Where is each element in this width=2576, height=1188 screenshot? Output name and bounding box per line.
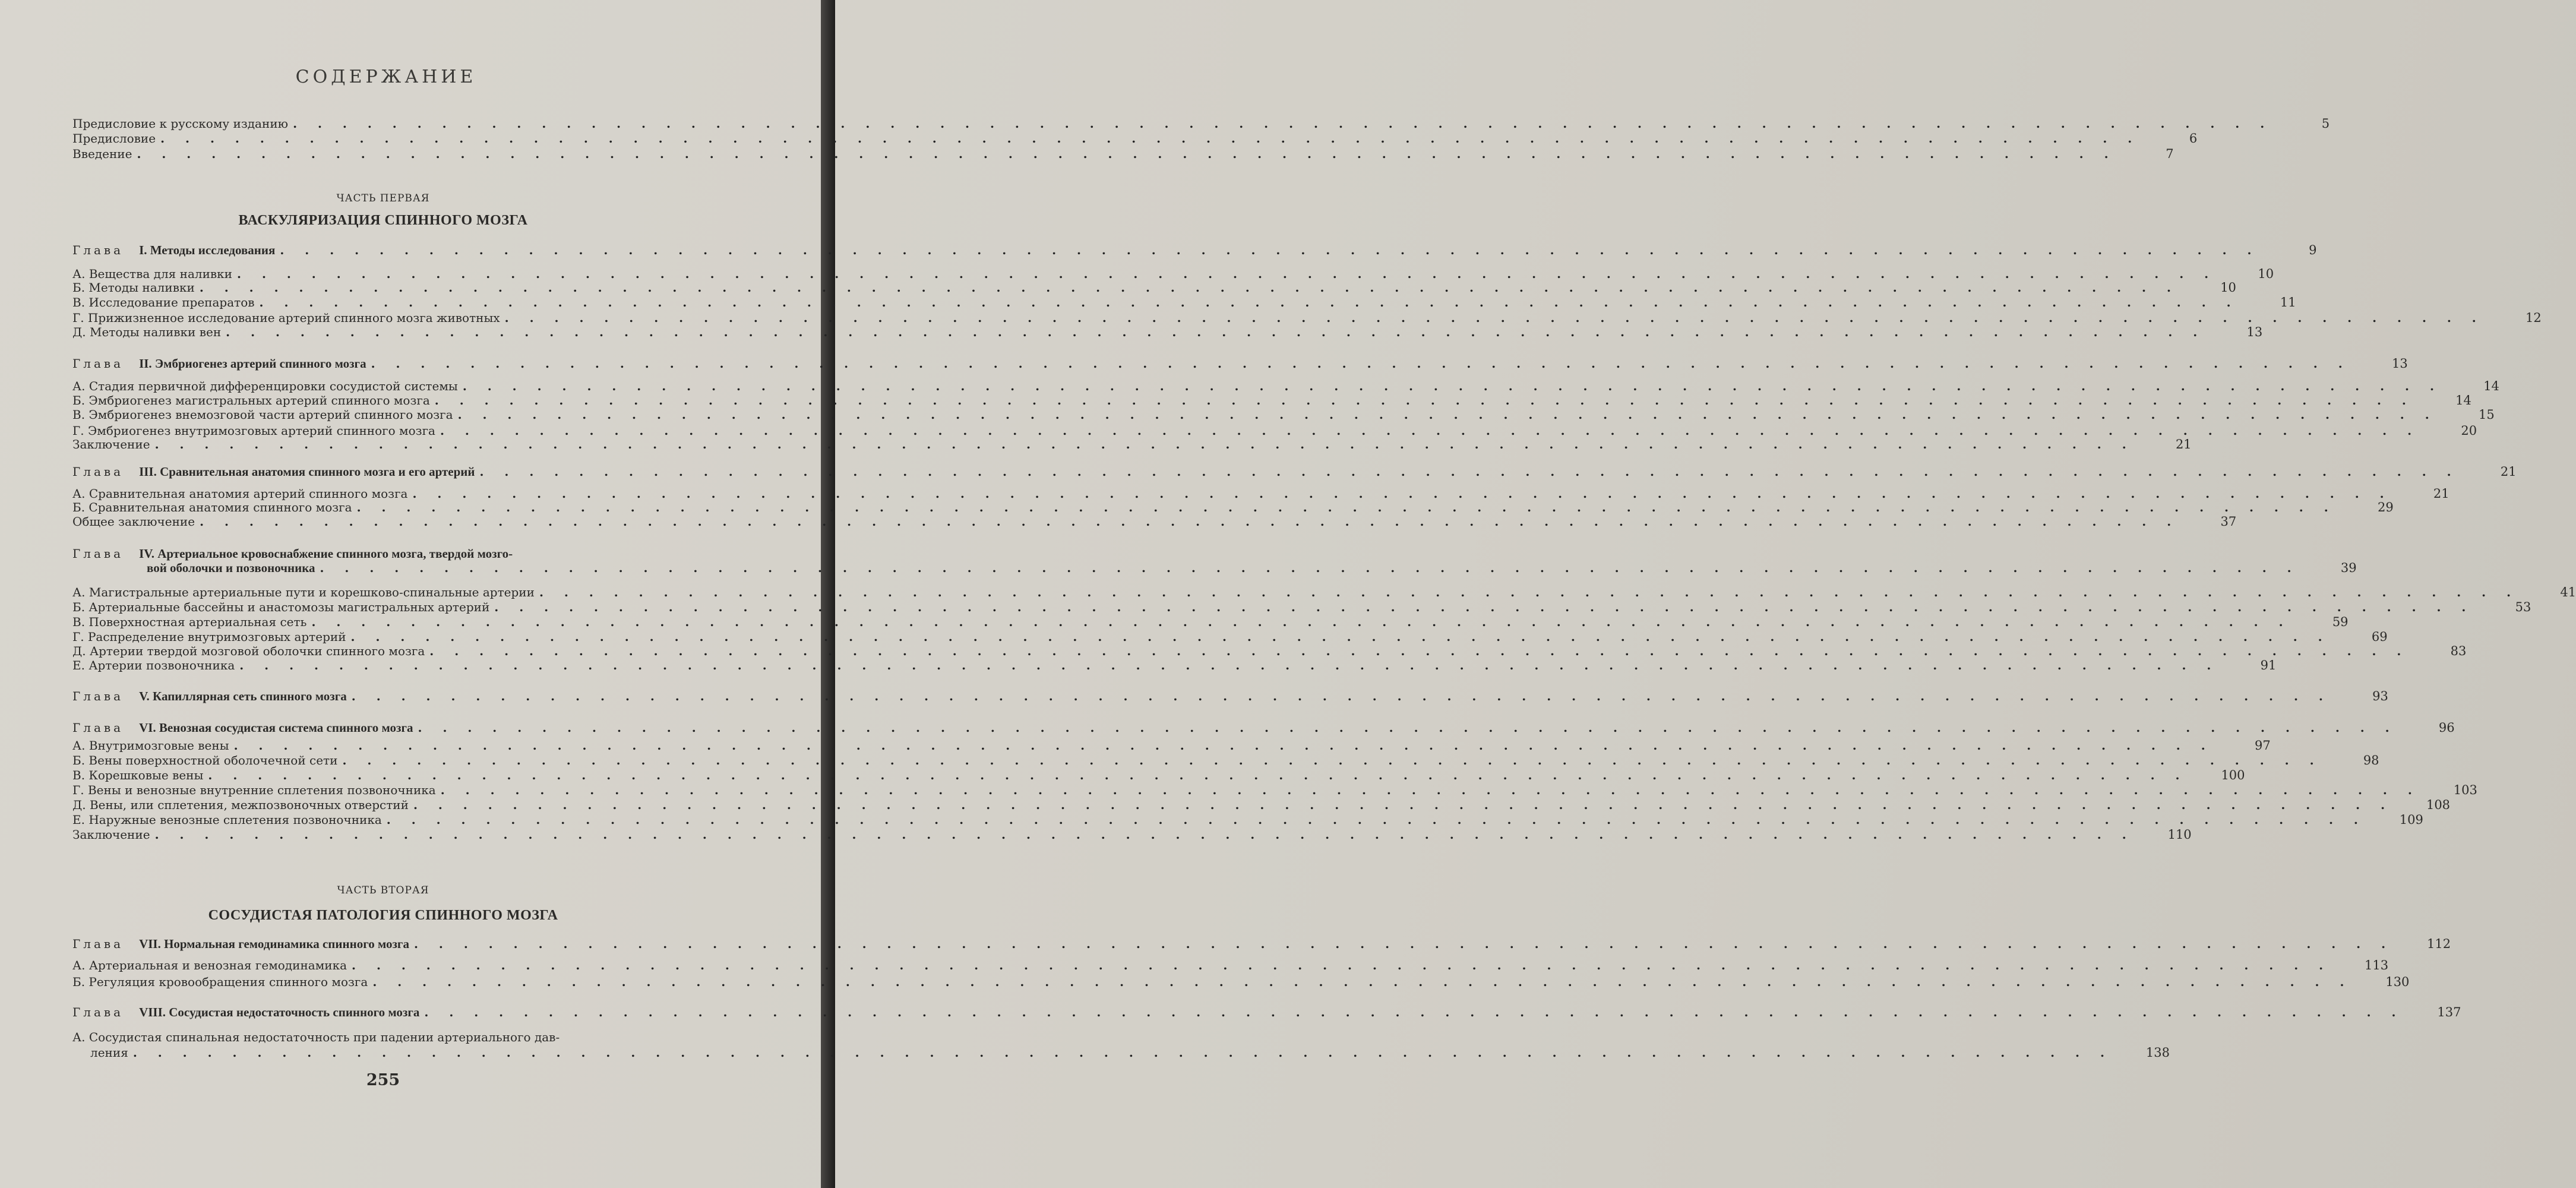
toc-entry [72,1045,2170,1060]
toc-entry [72,325,2263,339]
toc-entry [72,514,2237,529]
chapter-title: II. Эмбриогенез артерий спинного мозга [139,356,366,371]
page-ref: 113 [2365,958,2389,972]
entry-label: Д. Методы наливки вен [72,325,222,339]
dot-leader: . . . . . . . . . . . . . . . . . . . . . . . . . . . . . . . . . . . . . . . . . . . . . . . . . . . . . . . . . . . . . . . . . . . . . . . . . . . . . . . . [352,958,2332,972]
dot-leader: . . . . . . . . . . . . . . . . . . . . . . . . . . . . . . . . . . . . . . . . . . . . . . . . . . . . . . . . . . . . . . . . . . . . . . . . . . . . . . . . [320,561,2300,575]
page-ref: 6 [2189,131,2198,146]
chapter-heading [72,465,2517,479]
chapter-word: Глава [72,689,124,703]
chapter-word: Глава [72,243,124,257]
dot-leader: . . . . . . . . . . . . . . . . . . . . . . . . . . . . . . . . . . . . . . . . . . . . . . . . . . . . . . . . . . . . . . . . . . . . . . . . . . . . . . . . [429,644,2410,658]
toc-entry [72,827,2192,842]
chapter-heading [72,243,2317,257]
page-ref: 7 [2166,147,2174,161]
dot-leader: . . . . . . . . . . . . . . . . . . . . . . . . . . . . . . . . . . . . . . . . . . . . . . . . . . . . . . . . . . . . . . . . . . . . . . . . . . . . . . . . [351,689,2331,703]
entry-label: Введение [72,147,132,161]
chapter-heading [72,546,715,561]
dot-leader: . . . . . . . . . . . . . . . . . . . . . . . . . . . . . . . . . . . . . . . . . . . . . . . . . . . . . . . . . . . . . . . . . . . . . . . . . . . . . . . . [457,407,2438,422]
chapter-heading [72,937,2451,951]
toc-entry [72,424,2477,438]
entry-label: А. Магистральные артериальные пути и корешково-спинальные артерии [72,585,535,599]
entry-label: А. Вещества для наливки [72,267,233,281]
dot-leader: . . . . . . . . . . . . . . . . . . . . . . . . . . . . . . . . . . . . . . . . . . . . . . . . . . . . . . . . . . . . . . . . . . . . . . . . . . . . . . . . [342,753,2322,767]
toc-entry [72,585,2576,599]
page-ref: 39 [2340,561,2357,575]
entry-label-continued: ления [90,1045,128,1060]
page-ref: 98 [2363,753,2379,767]
chapter-title-continued [72,561,315,575]
toc-entry [72,768,2245,782]
entry-label: Заключение [72,827,150,842]
entry-label: Г. Распределение внутримозговых артерий [72,630,346,644]
toc-entry [72,630,2388,644]
entry-label: Б. Сравнительная анатомия спинного мозга [72,500,352,514]
page-ref: 100 [2221,768,2245,782]
page-ref: 69 [2371,630,2388,644]
entry-label: Предисловие к русскому изданию [72,116,289,131]
chapter-title: V. Капиллярная сеть спинного мозга [139,689,347,703]
chapter-label [72,356,366,371]
dot-leader: . . . . . . . . . . . . . . . . . . . . . . . . . . . . . . . . . . . . . . . . . . . . . . . . . . . . . . . . . . . . . . . . . . . . . . . . . . . . . . . . [200,514,2180,529]
toc-entry [72,658,2277,672]
entry-label: Б. Вены поверхностной оболочечной сети [72,753,338,767]
page-ref: 137 [2437,1005,2461,1019]
page-ref: 108 [2426,798,2451,812]
chapter-word: Глава [72,356,124,371]
entry-label: В. Корешковые вены [72,768,204,782]
dot-leader: . . . . . . . . . . . . . . . . . . . . . . . . . . . . . . . . . . . . . . . . . . . . . . . . . . . . . . . . . . . . . . . . . . . . . . . . . . . . . . . . [154,437,2135,451]
page-ref: 138 [2145,1045,2170,1060]
entry-label: Б. Методы наливки [72,280,195,295]
dot-leader: . . . . . . . . . . . . . . . . . . . . . . . . . . . . . . . . . . . . . . . . . . . . . . . . . . . . . . . . . . . . . . . . . . . . . . . . . . . . . . . . [413,798,2394,812]
entry-label: Д. Вены, или сплетения, межпозвоночных отверстий [72,798,409,812]
chapter-word: Глава [72,1005,124,1019]
entry-label: Е. Наружные венозные сплетения позвоночника [72,813,382,827]
entry-label: Г. Прижизненное исследование артерий спинного мозга животных [72,311,500,325]
toc-entry [72,295,2296,309]
dot-leader: . . . . . . . . . . . . . . . . . . . . . . . . . . . . . . . . . . . . . . . . . . . . . . . . . . . . . . . . . . . . . . . . . . . . . . . . . . . . . . . . [199,280,2179,295]
page-ref: 21 [2175,437,2192,451]
page-ref: 9 [2309,243,2317,257]
page-number: 255 [366,1071,400,1089]
dot-leader: . . . . . . . . . . . . . . . . . . . . . . . . . . . . . . . . . . . . . . . . . . . . . . . . . . . . . . . . . . . . . . . . . . . . . . . . . . . . . . . . [132,1045,2113,1060]
chapter-label [72,546,513,561]
chapter-word: Глава [72,465,124,479]
dot-leader: . . . . . . . . . . . . . . . . . . . . . . . . . . . . . . . . . . . . . . . . . . . . . . . . . . . . . . . . . . . . . . . . . . . . . . . . . . . . . . . . [293,116,2273,131]
entry-label: А. Сосудистая спинальная недостаточность при падении артериального дав- [72,1030,560,1044]
page-ref: 21 [2500,465,2517,479]
dot-leader: . . . . . . . . . . . . . . . . . . . . . . . . . . . . . . . . . . . . . . . . . . . . . . . . . . . . . . . . . . . . . . . . . . . . . . . . . . . . . . . . [233,738,2214,753]
entry-label: А. Артериальная и венозная гемодинамика [72,958,347,972]
entry-label: В. Исследование препаратов [72,295,255,309]
chapter-heading [72,1005,2461,1019]
entry-label: А. Стадия первичной дифференцировки сосудистой системы [72,379,458,393]
toc-entry [72,615,2349,629]
page-ref: 20 [2461,424,2477,438]
page-ref: 53 [2515,600,2531,614]
toc-entry [72,738,2271,753]
chapter-label [72,937,409,951]
part-title: СОСУДИСТАЯ ПАТОЛОГИЯ СПИННОГО МОЗГА [208,908,558,923]
entry-label: Б. Артериальные бассейны и анастомозы магистральных артерий [72,600,490,614]
chapter-title: IV. Артериальное кровоснабжение спинного мозга, твердой мозго- [139,546,513,561]
page-ref: 12 [2526,311,2542,325]
dot-leader: . . . . . . . . . . . . . . . . . . . . . . . . . . . . . . . . . . . . . . . . . . . . . . . . . . . . . . . . . . . . . . . . . . . . . . . . . . . . . . . . [418,721,2398,735]
page-ref: 93 [2372,689,2388,703]
page-ref: 21 [2433,486,2449,501]
chapter-label [72,243,275,257]
part-label: ЧАСТЬ ПЕРВАЯ [336,192,430,204]
dot-leader: . . . . . . . . . . . . . . . . . . . . . . . . . . . . . . . . . . . . . . . . . . . . . . . . . . . . . . . . . . . . . . . . . . . . . . . . . . . . . . . . [356,500,2337,514]
entry-label: В. Поверхностная артериальная сеть [72,615,307,629]
dot-leader: . . . . . . . . . . . . . . . . . . . . . . . . . . . . . . . . . . . . . . . . . . . . . . . . . . . . . . . . . . . . . . . . . . . . . . . . . . . . . . . . [504,311,2485,325]
part-title: ВАСКУЛЯРИЗАЦИЯ СПИННОГО МОЗГА [238,213,528,228]
chapter-title: VIII. Сосудистая недостаточность спинного мозга [139,1005,420,1019]
page-ref: 41 [2560,585,2576,599]
page-ref: 29 [2377,500,2394,514]
dot-leader: . . . . . . . . . . . . . . . . . . . . . . . . . . . . . . . . . . . . . . . . . . . . . . . . . . . . . . . . . . . . . . . . . . . . . . . . . . . . . . . . [280,243,2260,257]
page-ref: 5 [2321,116,2330,131]
page-ref: 59 [2332,615,2349,629]
page-ref: 130 [2385,975,2410,989]
page-ref: 103 [2453,783,2477,797]
dot-leader: . . . . . . . . . . . . . . . . . . . . . . . . . . . . . . . . . . . . . . . . . . . . . . . . . . . . . . . . . . . . . . . . . . . . . . . . . . . . . . . . [311,615,2291,629]
page-ref: 97 [2254,738,2271,753]
page-ref: 96 [2438,721,2455,735]
page-ref: 13 [2246,325,2263,339]
entry-label: А. Сравнительная анатомия артерий спинного мозга [72,486,408,501]
dot-leader: . . . . . . . . . . . . . . . . . . . . . . . . . . . . . . . . . . . . . . . . . . . . . . . . . . . . . . . . . . . . . . . . . . . . . . . . . . . . . . . . [424,1005,2404,1019]
toc-entry [72,500,2394,514]
page-ref: 11 [2280,295,2296,309]
page-ref: 109 [2399,813,2423,827]
chapter-label [72,1005,419,1019]
chapter-title: VI. Венозная сосудистая система спинного мозга [139,721,413,735]
dot-leader: . . . . . . . . . . . . . . . . . . . . . . . . . . . . . . . . . . . . . . . . . . . . . . . . . . . . . . . . . . . . . . . . . . . . . . . . . . . . . . . . [386,813,2366,827]
toc-entry [72,311,2542,325]
dot-leader: . . . . . . . . . . . . . . . . . . . . . . . . . . . . . . . . . . . . . . . . . . . . . . . . . . . . . . . . . . . . . . . . . . . . . . . . . . . . . . . . [494,600,2474,614]
page-ref: 10 [2258,267,2274,281]
toc-entry [72,644,2467,658]
page-ref: 14 [2483,379,2499,393]
dot-leader: . . . . . . . . . . . . . . . . . . . . . . . . . . . . . . . . . . . . . . . . . . . . . . . . . . . . . . . . . . . . . . . . . . . . . . . . . . . . . . . . [237,267,2217,281]
chapter-word: Глава [72,546,124,561]
page-title: СОДЕРЖАНИЕ [295,67,477,87]
toc-entry [72,1030,715,1044]
dot-leader: . . . . . . . . . . . . . . . . . . . . . . . . . . . . . . . . . . . . . . . . . . . . . . . . . . . . . . . . . . . . . . . . . . . . . . . . . . . . . . . . [440,783,2420,797]
dot-leader: . . . . . . . . . . . . . . . . . . . . . . . . . . . . . . . . . . . . . . . . . . . . . . . . . . . . . . . . . . . . . . . . . . . . . . . . . . . . . . . . [208,768,2188,782]
chapter-heading [72,721,2455,735]
toc-entry [72,486,2449,501]
chapter-title: вой оболочки и позвоночника [147,561,315,575]
chapter-heading [72,356,2408,371]
page-ref: 91 [2260,658,2277,672]
chapter-word: Глава [72,721,124,735]
dot-leader: . . . . . . . . . . . . . . . . . . . . . . . . . . . . . . . . . . . . . . . . . . . . . . . . . . . . . . . . . . . . . . . . . . . . . . . . . . . . . . . . [412,486,2392,501]
dot-leader: . . . . . . . . . . . . . . . . . . . . . . . . . . . . . . . . . . . . . . . . . . . . . . . . . . . . . . . . . . . . . . . . . . . . . . . . . . . . . . . . [413,937,2394,951]
toc-entry [72,437,2192,451]
part-label: ЧАСТЬ ВТОРАЯ [337,884,429,896]
toc-entry [72,393,2471,407]
dot-leader: . . . . . . . . . . . . . . . . . . . . . . . . . . . . . . . . . . . . . . . . . . . . . . . . . . . . . . . . . . . . . . . . . . . . . . . . . . . . . . . . [259,295,2239,309]
dot-leader: . . . . . . . . . . . . . . . . . . . . . . . . . . . . . . . . . . . . . . . . . . . . . . . . . . . . . . . . . . . . . . . . . . . . . . . . . . . . . . . . [160,131,2141,146]
toc-entry [72,753,2379,767]
dot-leader: . . . . . . . . . . . . . . . . . . . . . . . . . . . . . . . . . . . . . . . . . . . . . . . . . . . . . . . . . . . . . . . . . . . . . . . . . . . . . . . . [539,585,2520,599]
toc-entry [72,116,2330,131]
toc-entry [72,280,2236,295]
page-ref: 37 [2220,514,2237,529]
entry-label: Б. Регуляция кровообращения спинного мозга [72,975,368,989]
toc-entry [72,600,2531,614]
entry-label: Г. Вены и венозные внутренние сплетения позвоночника [72,783,436,797]
chapter-word: Глава [72,937,124,951]
page-ref: 83 [2450,644,2467,658]
entry-label: Общее заключение [72,514,195,529]
page-ref: 14 [2455,393,2471,407]
dot-leader: . . . . . . . . . . . . . . . . . . . . . . . . . . . . . . . . . . . . . . . . . . . . . . . . . . . . . . . . . . . . . . . . . . . . . . . . . . . . . . . . [226,325,2206,339]
chapter-title: III. Сравнительная анатомия спинного мозга и его артерий [139,465,475,479]
dot-leader: . . . . . . . . . . . . . . . . . . . . . . . . . . . . . . . . . . . . . . . . . . . . . . . . . . . . . . . . . . . . . . . . . . . . . . . . . . . . . . . . [462,379,2442,393]
toc-entry [72,407,2495,422]
dot-leader: . . . . . . . . . . . . . . . . . . . . . . . . . . . . . . . . . . . . . . . . . . . . . . . . . . . . . . . . . . . . . . . . . . . . . . . . . . . . . . . . [350,630,2331,644]
chapter-heading [72,689,2388,703]
toc-entry [72,147,2174,161]
toc-entry [72,131,2198,146]
dot-leader: . . . . . . . . . . . . . . . . . . . . . . . . . . . . . . . . . . . . . . . . . . . . . . . . . . . . . . . . . . . . . . . . . . . . . . . . . . . . . . . . [434,393,2414,407]
toc-entry [72,267,2274,281]
chapter-label [72,721,413,735]
toc-entry [72,975,2410,989]
chapter-label [72,689,347,703]
page-ref: 10 [2220,280,2236,295]
dot-leader: . . . . . . . . . . . . . . . . . . . . . . . . . . . . . . . . . . . . . . . . . . . . . . . . . . . . . . . . . . . . . . . . . . . . . . . . . . . . . . . . [371,356,2351,371]
page-ref: 13 [2391,356,2408,371]
dot-leader: . . . . . . . . . . . . . . . . . . . . . . . . . . . . . . . . . . . . . . . . . . . . . . . . . . . . . . . . . . . . . . . . . . . . . . . . . . . . . . . . [137,147,2117,161]
chapter-title: I. Методы исследования [139,243,276,257]
toc-entry [72,379,2499,393]
toc-entry [72,958,2389,972]
entry-label: А. Внутримозговые вены [72,738,229,753]
entry-label: Г. Эмбриогенез внутримозговых артерий спинного мозга [72,424,435,438]
entry-label: Е. Артерии позвоночника [72,658,235,672]
dot-leader: . . . . . . . . . . . . . . . . . . . . . . . . . . . . . . . . . . . . . . . . . . . . . . . . . . . . . . . . . . . . . . . . . . . . . . . . . . . . . . . . [440,424,2420,438]
toc-entry [72,798,2451,812]
entry-label: Заключение [72,437,150,451]
entry-label: Предисловие [72,131,156,146]
chapter-label [72,465,475,479]
entry-label: В. Эмбриогенез внемозговой части артерий спинного мозга [72,407,453,422]
page-ref: 15 [2478,407,2495,422]
toc-entry [72,783,2477,797]
chapter-heading [72,561,2357,575]
dot-leader: . . . . . . . . . . . . . . . . . . . . . . . . . . . . . . . . . . . . . . . . . . . . . . . . . . . . . . . . . . . . . . . . . . . . . . . . . . . . . . . . [372,975,2353,989]
dot-leader: . . . . . . . . . . . . . . . . . . . . . . . . . . . . . . . . . . . . . . . . . . . . . . . . . . . . . . . . . . . . . . . . . . . . . . . . . . . . . . . . [154,827,2135,842]
entry-label: Д. Артерии твердой мозговой оболочки спинного мозга [72,644,425,658]
dot-leader: . . . . . . . . . . . . . . . . . . . . . . . . . . . . . . . . . . . . . . . . . . . . . . . . . . . . . . . . . . . . . . . . . . . . . . . . . . . . . . . . [479,465,2460,479]
page-ref: 110 [2167,827,2192,842]
chapter-title: VII. Нормальная гемодинамика спинного мозга [139,937,409,951]
entry-label: Б. Эмбриогенез магистральных артерий спинного мозга [72,393,430,407]
toc-entry [72,813,2423,827]
dot-leader: . . . . . . . . . . . . . . . . . . . . . . . . . . . . . . . . . . . . . . . . . . . . . . . . . . . . . . . . . . . . . . . . . . . . . . . . . . . . . . . . [239,658,2220,672]
page-ref: 112 [2426,937,2451,951]
